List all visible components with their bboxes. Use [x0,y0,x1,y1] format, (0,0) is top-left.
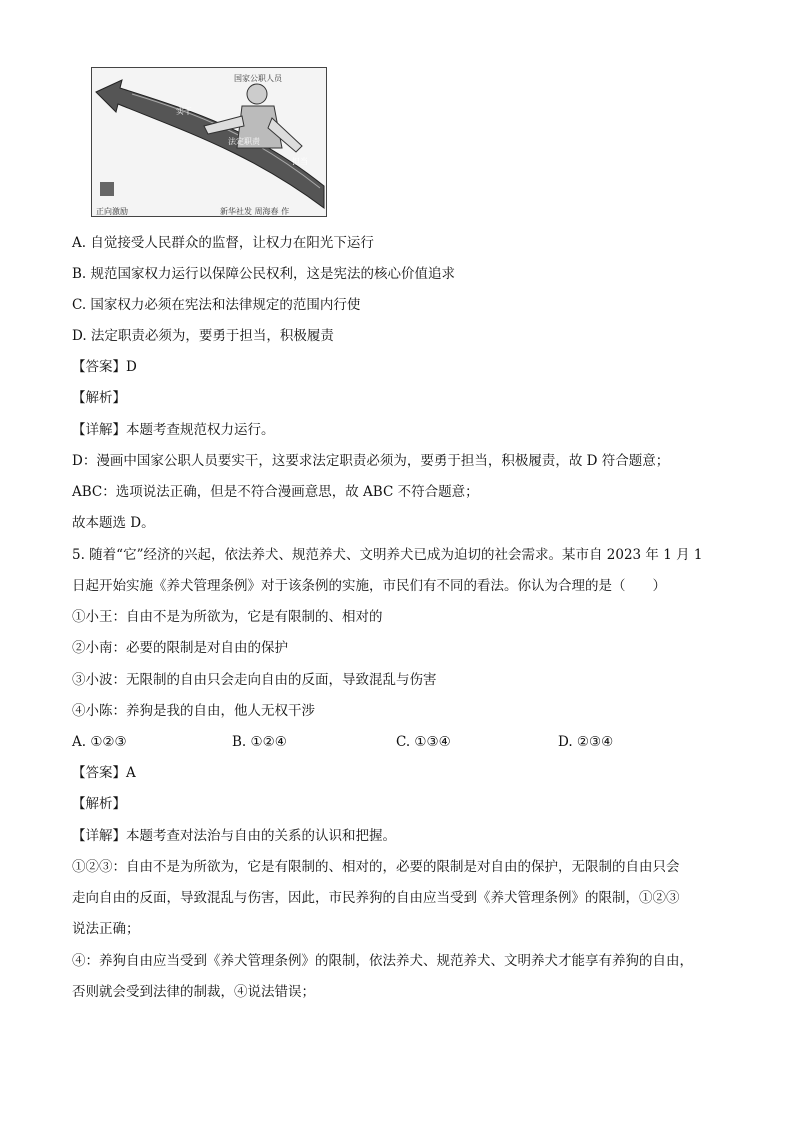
statement-4: ④小陈：养狗是我的自由，他人无权干涉 [72,703,315,719]
cartoon-caption-right: 新华社发 周海春 作 [220,207,290,216]
detail-4: 【详解】本题考查规范权力运行。 [72,422,275,438]
detail-4-line1: D：漫画中国家公职人员要实干，这要求法定职责必须为，要勇于担当，积极履责，故 D 符合题意； [72,453,670,469]
detail-4-line2: ABC：选项说法正确，但是不符合漫画意思，故 ABC 不符合题意； [72,484,479,500]
statement-3: ③小波：无限制的自由只会走向自由的反面，导致混乱与伤害 [72,672,437,688]
choice-d: D. ②③④ [558,734,614,750]
choice-a: A. ①②③ [72,734,127,750]
cartoon-caption-left: 正向激励 [96,207,128,216]
cartoon-drawing [92,68,327,217]
detail-5-line3: 说法正确； [72,921,140,937]
option-a: A. 自觉接受人民群众的监督，让权力在阳光下运行 [72,235,374,251]
cartoon-image [91,67,327,217]
cartoon-label-arrow3: 担当 [292,157,308,166]
choice-b: B. ①②④ [232,734,287,750]
detail-5-line2: 走向自由的反面，导致混乱与伤害，因此，市民养狗的自由应当受到《养犬管理条例》的限制，①②③ [72,890,680,906]
detail-5: 【详解】本题考查对法治与自由的关系的认识和把握。 [72,828,396,844]
option-c: C. 国家权力必须在宪法和法律规定的范围内行使 [72,297,361,313]
cartoon-label-arrow1: 实干 [176,107,192,116]
option-b: B. 规范国家权力运行以保障公民权利，这是宪法的核心价值追求 [72,266,456,282]
cartoon-label-person: 国家公职人员 [234,74,282,83]
cartoon-label-arrow2: 法定职责 [228,137,260,146]
choice-c: C. ①③④ [396,734,451,750]
detail-5-line1: ①②③：自由不是为所欲为，它是有限制的、相对的，必要的限制是对自由的保护，无限制的自由只会 [72,859,680,875]
answer-4: 【答案】D [72,359,137,375]
detail-5-line5: 否则就会受到法律的制裁，④说法错误； [72,984,315,1000]
analysis-4: 【解析】 [72,390,126,406]
question-5-line2: 日起开始实施《养犬管理条例》对于该条例的实施，市民们有不同的看法。你认为合理的是（ ） [72,578,666,594]
answer-5: 【答案】A [72,765,136,781]
question-5-line1: 5. 随着“它”经济的兴起，依法养犬、规范养犬、文明养犬已成为迫切的社会需求。某市自 2023 年 1 月 1 [72,547,703,563]
detail-5-line4: ④：养狗自由应当受到《养犬管理条例》的限制，依法养犬、规范养犬、文明养犬才能享有养狗的自由， [72,953,693,969]
analysis-5: 【解析】 [72,796,126,812]
statement-1: ①小王：自由不是为所欲为，它是有限制的、相对的 [72,609,383,625]
statement-2: ②小南：必要的限制是对自由的保护 [72,640,288,656]
option-d: D. 法定职责必须为，要勇于担当，积极履责 [72,328,334,344]
detail-4-conclusion: 故本题选 D。 [72,515,155,531]
